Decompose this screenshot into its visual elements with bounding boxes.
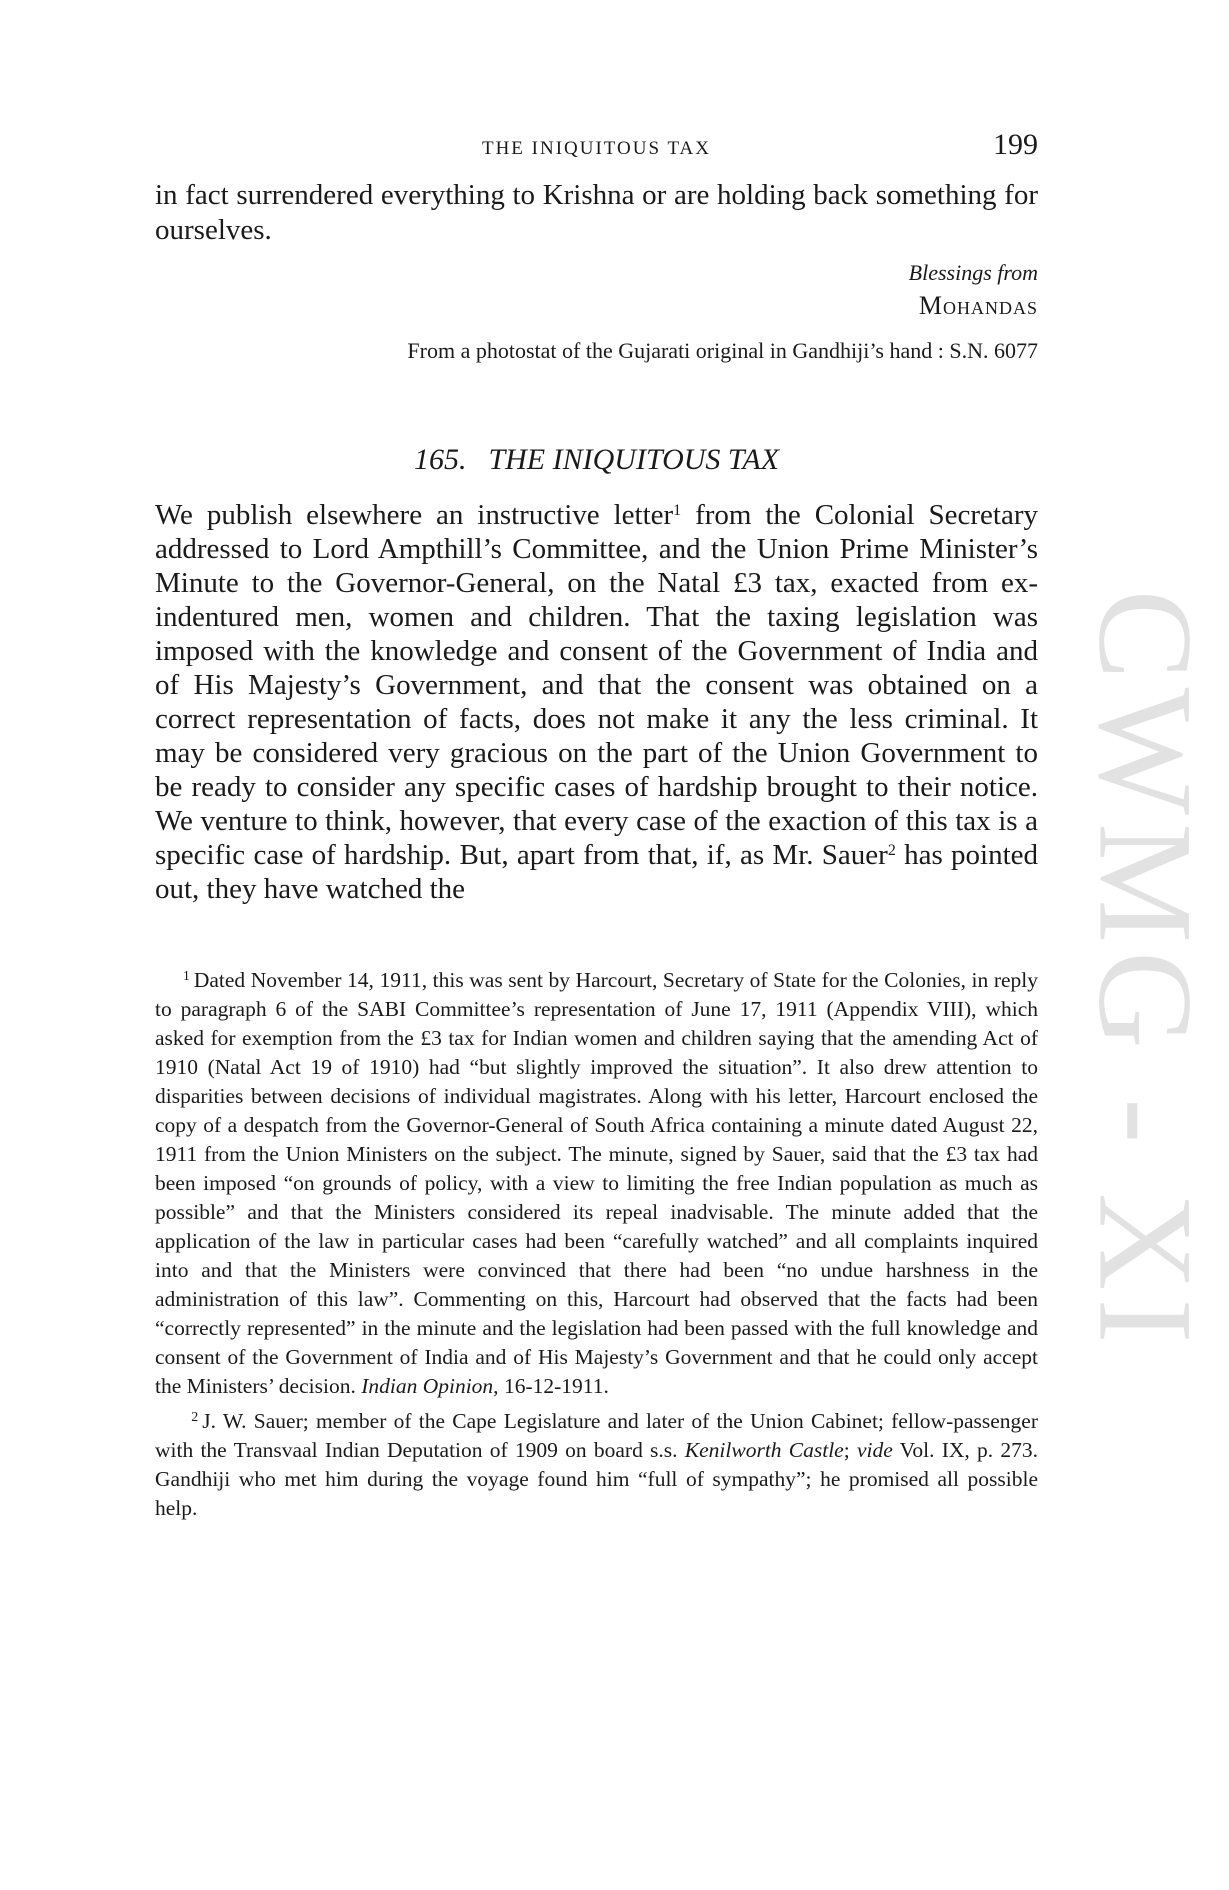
page-number: 199	[993, 128, 1038, 161]
footnote-1-text: Dated November 14, 1911, this was sent by Harcourt, Secretary of State for the Colonies, in reply to paragraph 6 of the SABI Committee’s representation of June 17, 1911 (Appendix VIII), which asked for exemption from the £3 tax for Indian women and children saying that the amending Act of 1910 (Natal Act 19 of 1910) had “but slightly improved the situation”. It also drew attention to disparities between decisions of individual magistrates. Along with his letter, Harcourt enclosed the copy of a despatch from the Governor-General of South Africa containing a minute dated August 22, 1911 from the Union Ministers on the subject. The minute, signed by Sauer, said that the £3 tax had been imposed “on grounds of policy, with a view to limiting the free Indian population as much as possible” and that the Ministers considered its repeal inadvisable. The minute added that the application of the law in particular cases had been “carefully watched” and all complaints inquired into and that the Ministers were convinced that there had been “no undue harshness in the administration of this law”. Commenting on this, Harcourt had observed that the facts had been “correctly represented” in the minute and the legislation had been passed with the full knowledge and consent of the Government of India and of His Majesty’s Government and that he could only accept the Ministers’ decision.	[155, 968, 1038, 1398]
body-text-3: has pointed out, they have watched the	[155, 839, 1038, 905]
footnote-2-text-c: Vol. IX, p. 273. Gandhiji who met him during the voyage found him “full of sympathy”; he promised all possible help.	[155, 1438, 1038, 1520]
footnote-2-vide: vide	[856, 1438, 893, 1462]
body-text-1: We publish elsewhere an instructive letter	[155, 499, 674, 531]
footnote-2	[155, 1403, 1038, 1523]
signoff-name: Mohandas	[918, 291, 1038, 320]
article-body	[155, 498, 1038, 906]
footnote-2-text-b: ;	[843, 1438, 857, 1462]
signoff	[909, 258, 1038, 324]
page-header	[155, 128, 1038, 174]
footnote-2-marker: 2	[191, 1410, 199, 1425]
source-note: From a photostat of the Gujarati original in Gandhiji’s hand : S.N. 6077	[407, 338, 1038, 363]
footnote-1-date: 16-12-1911.	[498, 1374, 609, 1398]
article-number: 165.	[413, 443, 467, 476]
running-title: THE INIQUITOUS TAX	[481, 138, 712, 159]
article-heading	[155, 443, 1038, 477]
body-text-2: from the Colonial Secretary addressed to Lord Ampthill’s Committee, and the Union Prime Minister’s Minute to the Governor-General, on the Natal £3 tax, exacted from ex-indentured men, women and children. That the taxing legislation was imposed with the knowledge and consent of the Government of India and of His Majesty’s Government, and that the consent was obtained on a correct representation of facts, does not make it any the less criminal. It may be considered very gracious on the part of the Union Government to be ready to consider any specific cases of hardship brought to their notice. We venture to think, however, that every case of the exaction of this tax is a specific case of hardship. But, apart from that, if, as Mr. Sauer	[155, 499, 1038, 871]
footnote-2-text-a: J. W. Sauer; member of the Cape Legislature and later of the Union Cabinet; fellow-passenger with the Transvaal Indian Deputation of 1909 on board s.s.	[155, 1409, 1039, 1462]
footnotes	[155, 962, 1038, 1523]
footnote-1-marker: 1	[182, 969, 190, 984]
footnote-2-ship: Kenilworth Castle	[684, 1438, 844, 1462]
footnote-1-italic: Indian Opinion,	[361, 1374, 499, 1398]
intro-paragraph: in fact surrendered everything to Krishna or are holding back something for ourselves.	[155, 179, 1038, 246]
footnote-ref-1: 1	[673, 502, 682, 519]
footnote-1	[155, 962, 1038, 1401]
signoff-blessing: Blessings from	[908, 260, 1038, 285]
footnote-ref-2: 2	[887, 842, 896, 859]
watermark: CWMG - XI	[1070, 589, 1220, 1351]
article-title: THE INIQUITOUS TAX	[488, 443, 780, 476]
